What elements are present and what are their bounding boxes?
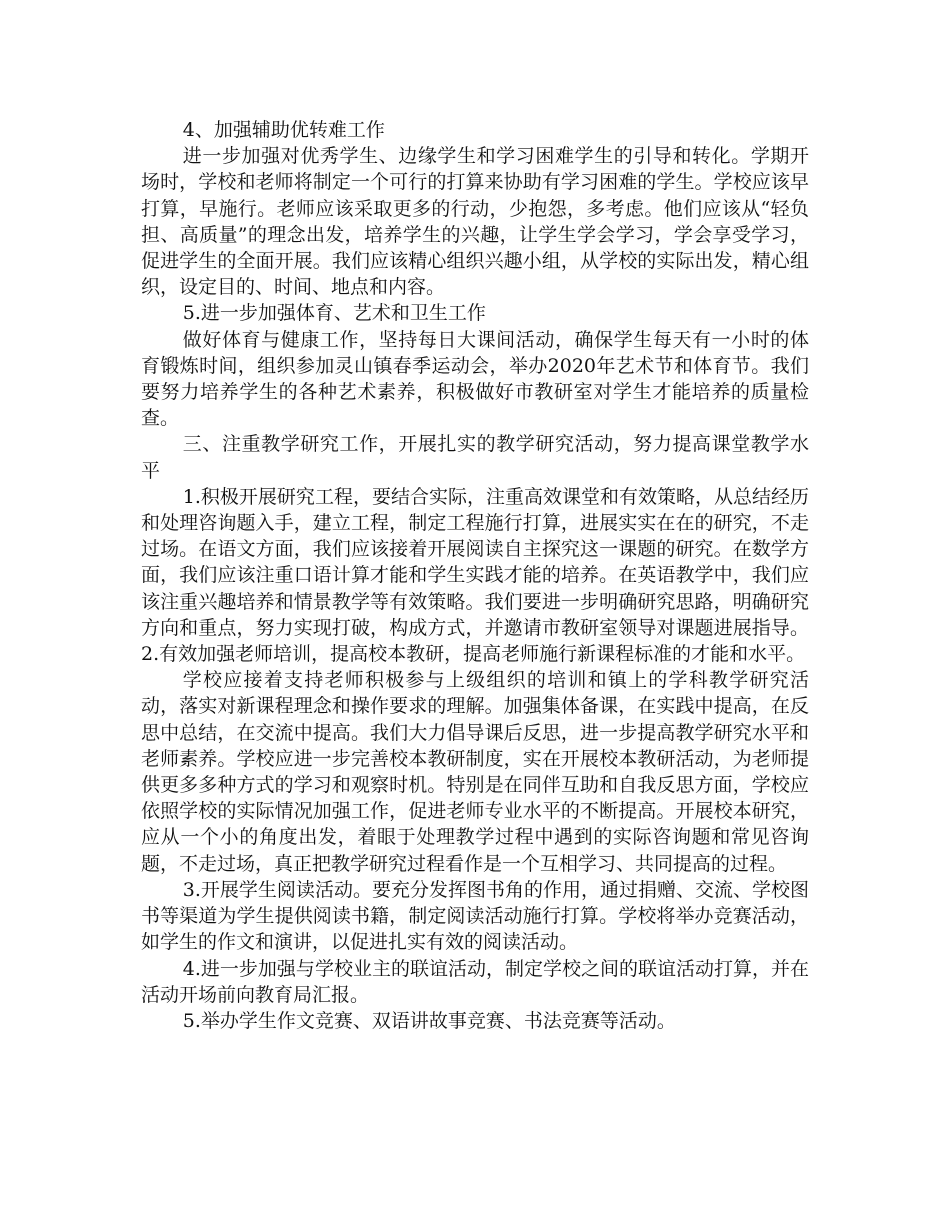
- paragraph-teacher-training: 学校应接着支持老师积极参与上级组织的培训和镇上的学科教学研究活动，落实对新课程理念和操作要求的理解。加强集体备课，在实践中提高，在反思中总结，在交流中提高。我们大力倡导课后反思，进一步提高教学研究水平和老师素养。学校应进一步完善校本教研制度，实在开展校本教研活动，为老师提供更多多种方式的学习和观察时机。特别是在同伴互助和自我反思方面，学校应依照学校的实际情况加强工作，促进老师专业水平的不断提高。开展校本研究，应从一个小的角度出发，着眼于处理教学过程中遇到的实际咨询题和常见咨询题，不走过场，真正把教学研究过程看作是一个互相学习、共同提高的过程。: [141, 669, 809, 875]
- paragraph-school-fellowship: 4.进一步加强与学校业主的联谊活动，制定学校之间的联谊活动打算，并在活动开场前向教育局汇报。: [141, 957, 809, 1006]
- paragraph-pe-arts-health: 做好体育与健康工作，坚持每日大课间活动，确保学生每天有一小时的体育锻炼时间，组织参加灵山镇春季运动会，举办2020年艺术节和体育节。我们要努力培养学生的各种艺术素养，积极做好市教研室对学生才能培养的质量检查。: [141, 328, 809, 430]
- section-heading-teaching-research: 三、注重教学研究工作，开展扎实的教学研究活动，努力提高课堂教学水平: [141, 433, 809, 482]
- paragraph-research-projects: 1.积极开展研究工程，要结合实际，注重高效课堂和有效策略，从总结经历和处理咨询题入手，建立工程，制定工程施行打算，进展实实在在的研究，不走过场。在语文方面，我们应该接着开展阅读自主探究这一课题的研究。在数学方面，我们应该注重口语计算才能和学生实践才能的培养。在英语教学中，我们应该注重兴趣培养和情景教学等有效策略。我们要进一步明确研究思路，明确研究方向和重点，努力实现打破，构成方式，并邀请市教研室领导对课题进展指导。2.有效加强老师培训，提高校本教研，提高老师施行新课程标准的才能和水平。: [141, 485, 809, 666]
- paragraph-competitions: 5.举办学生作文竞赛、双语讲故事竞赛、书法竞赛等活动。: [182, 1009, 676, 1032]
- paragraph-reading-activities: 3.开展学生阅读活动。要充分发挥图书角的作用，通过捐赠、交流、学校图书等渠道为学生提供阅读书籍，制定阅读活动施行打算。学校将举办竞赛活动，如学生的作文和演讲，以促进扎实有效的阅读活动。: [141, 878, 809, 954]
- paragraph-tutoring: 进一步加强对优秀学生、边缘学生和学习困难学生的引导和转化。学期开场时，学校和老师将制定一个可行的打算来协助有学习困难的学生。学校应该早打算，早施行。老师应该采取更多的行动，少抱怨，多考虑。他们应该从“轻负担、高质量”的理念出发，培养学生的兴趣，让学生学会学习，学会享受学习，促进学生的全面开展。我们应该精心组织兴趣小组，从学校的实际出发，精心组织，设定目的、时间、地点和内容。: [141, 145, 809, 299]
- section-heading-pe-arts-health: 5.进一步加强体育、艺术和卫生工作: [182, 302, 486, 325]
- document-body: [141, 117, 809, 1034]
- section-heading-tutoring: 4、加强辅助优转难工作: [182, 119, 385, 141]
